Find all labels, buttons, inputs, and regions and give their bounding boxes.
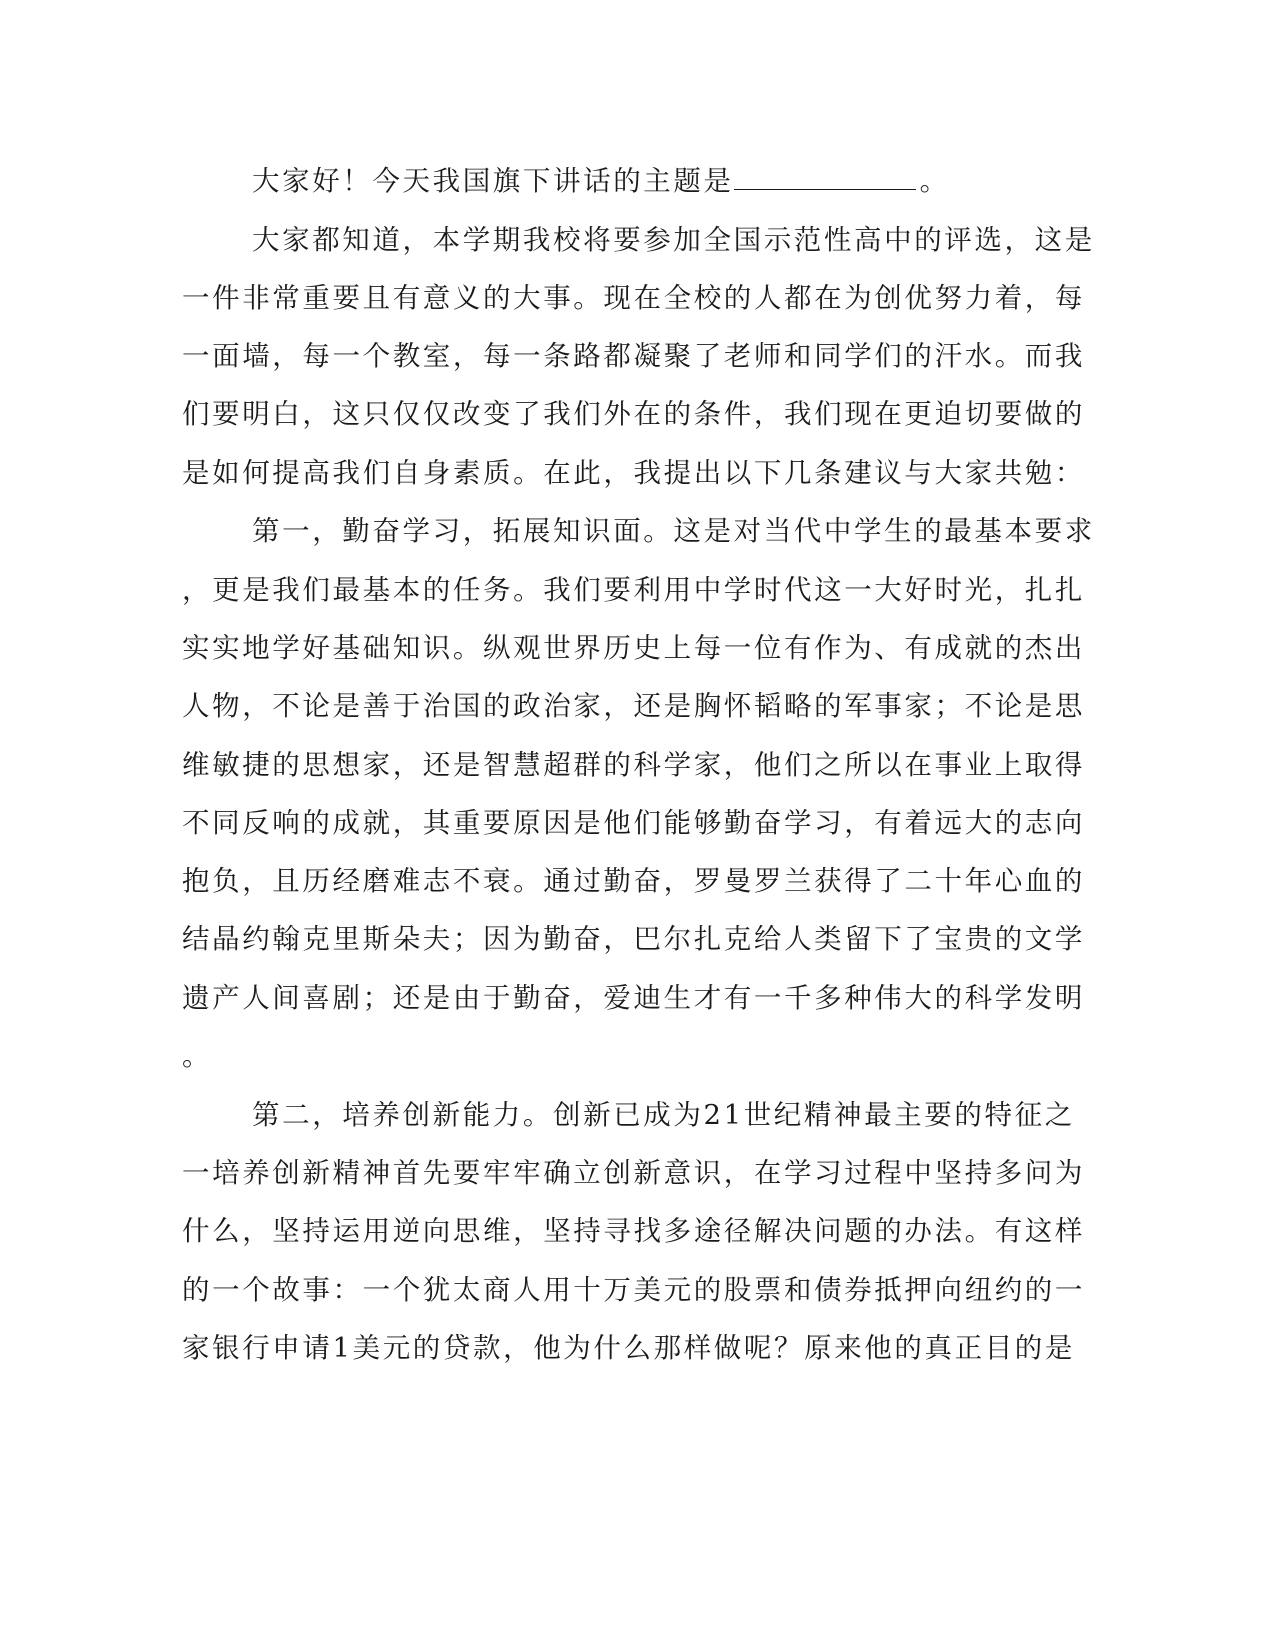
text-line-8: ，更是我们最基本的任务。我们要利用中学时代这一大好时光，扎扎 (182, 574, 1085, 606)
text-line-16: 。 (182, 1040, 213, 1072)
text-line-18: 一培养创新精神首先要牢牢确立创新意识，在学习过程中坚持多问为 (182, 1157, 1085, 1189)
text-line-1 (252, 161, 1112, 201)
text-line-13: 抱负，且历经磨难志不衰。通过勤奋，罗曼罗兰获得了二十年心血的 (182, 865, 1085, 897)
text-line-7: 第一，勤奋学习，拓展知识面。这是对当代中学生的最基本要求 (252, 515, 1095, 547)
text-line-15: 遗产人间喜剧；还是由于勤奋，爱迪生才有一千多种伟大的科学发明 (182, 982, 1085, 1014)
line-1-period: 。 (919, 165, 950, 197)
line-1-text: 大家好！今天我国旗下讲话的主题是 (252, 165, 734, 197)
text-line-6: 是如何提高我们自身素质。在此，我提出以下几条建议与大家共勉： (182, 457, 1085, 489)
text-line-21: 家银行申请1美元的贷款，他为什么那样做呢？原来他的真正目的是 (182, 1332, 1075, 1364)
text-line-11: 维敏捷的思想家，还是智慧超群的科学家，他们之所以在事业上取得 (182, 749, 1085, 781)
text-line-10: 人物，不论是善于治国的政治家，还是胸怀韬略的军事家；不论是思 (182, 690, 1085, 722)
text-line-3: 一件非常重要且有意义的大事。现在全校的人都在为创优努力着，每 (182, 282, 1085, 314)
text-line-17: 第二，培养创新能力。创新已成为21世纪精神最主要的特征之 (252, 1099, 1075, 1131)
text-line-12: 不同反响的成就，其重要原因是他们能够勤奋学习，有着远大的志向 (182, 807, 1085, 839)
text-line-2: 大家都知道，本学期我校将要参加全国示范性高中的评选，这是 (252, 224, 1095, 256)
text-line-19: 什么，坚持运用逆向思维，坚持寻找多途径解决问题的办法。有这样 (182, 1215, 1085, 1247)
text-line-14: 结晶约翰克里斯朵夫；因为勤奋，巴尔扎克给人类留下了宝贵的文学 (182, 923, 1085, 955)
text-line-9: 实实地学好基础知识。纵观世界历史上每一位有作为、有成就的杰出 (182, 632, 1085, 664)
fill-in-blank (734, 161, 916, 190)
text-line-4: 一面墙，每一个教室，每一条路都凝聚了老师和同学们的汗水。而我 (182, 340, 1085, 372)
text-line-20: 的一个故事：一个犹太商人用十万美元的股票和债券抵押向纽约的一 (182, 1274, 1085, 1306)
text-line-5: 们要明白，这只仅仅改变了我们外在的条件，我们现在更迫切要做的 (182, 398, 1085, 430)
